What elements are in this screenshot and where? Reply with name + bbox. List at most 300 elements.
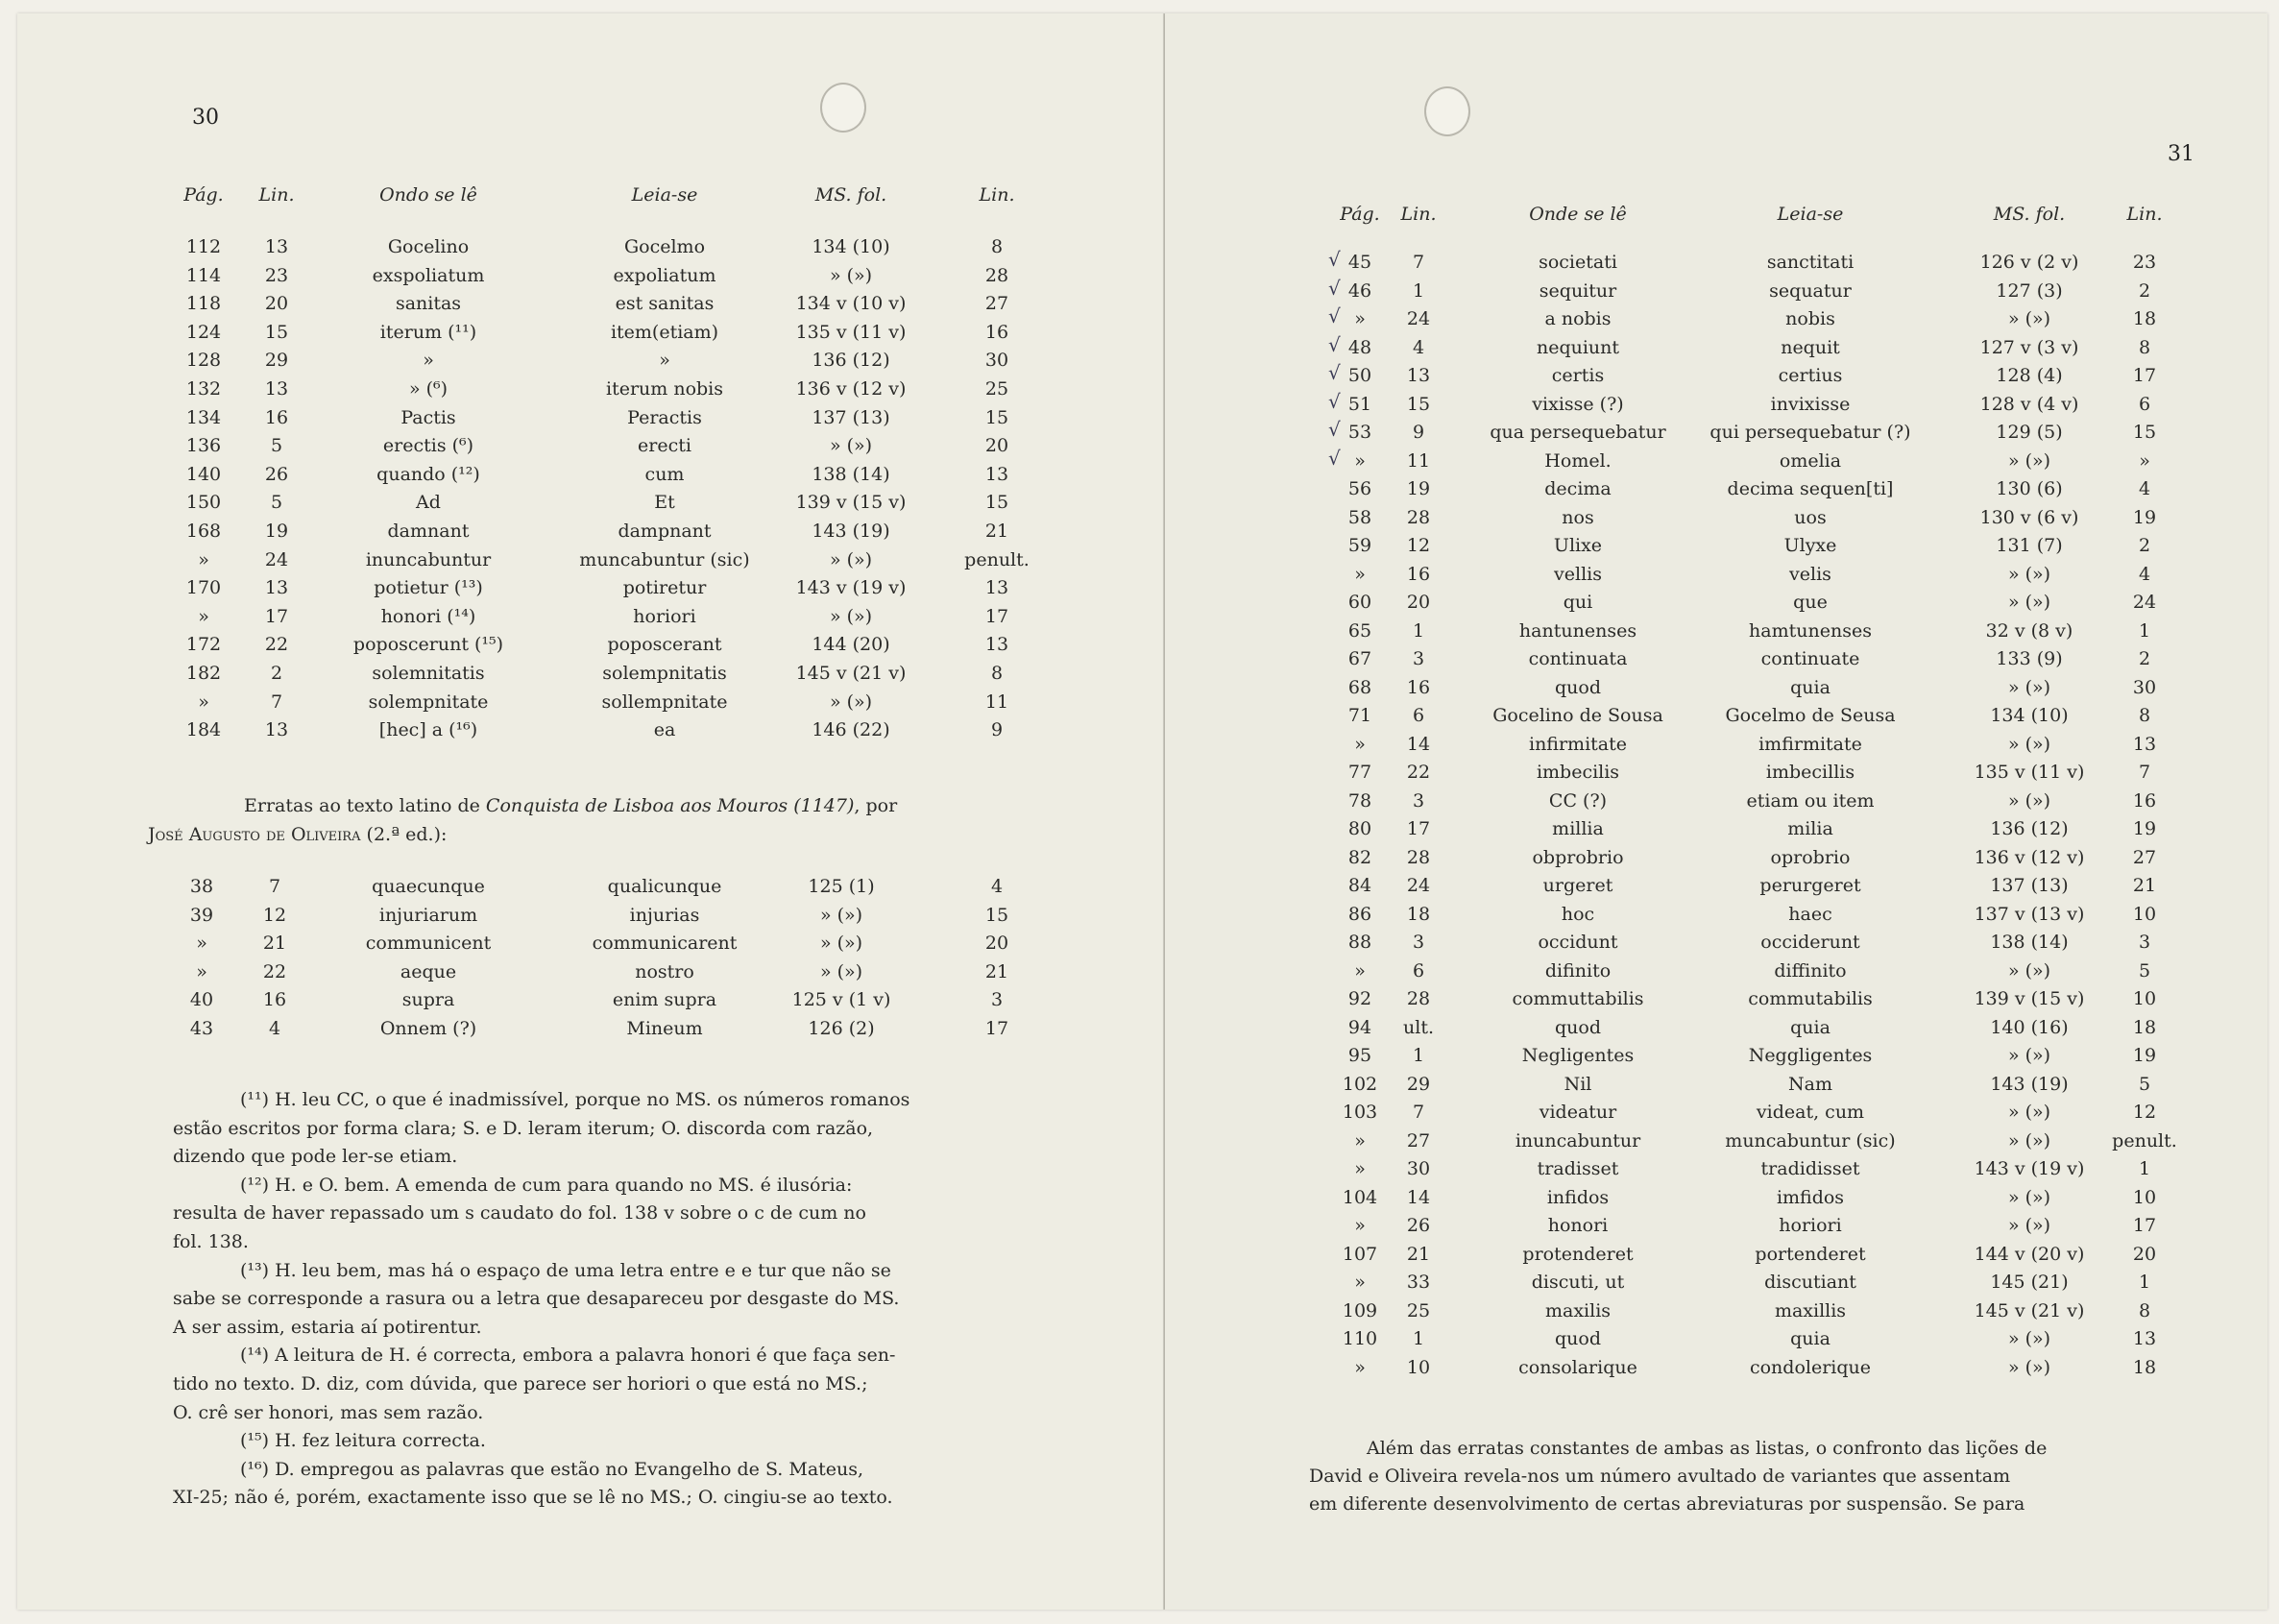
table-cell: Negligentes: [1521, 1045, 1635, 1066]
table-cell: 24: [1406, 308, 1431, 329]
table-cell: 110: [1342, 1328, 1378, 1349]
table-cell: 20: [264, 293, 289, 315]
checkmark-icon: √: [1328, 418, 1341, 441]
table-cell: horiori: [1779, 1215, 1842, 1236]
table-cell: protenderet: [1522, 1243, 1634, 1265]
table-cell: 2: [2138, 535, 2151, 556]
table-cell: 40: [189, 989, 214, 1011]
table-cell: 4: [268, 1018, 281, 1039]
table-cell: 150: [185, 492, 222, 514]
table-cell: potiretur: [622, 577, 707, 599]
table-cell: Ulyxe: [1783, 535, 1837, 556]
table-cell: 95: [1347, 1045, 1372, 1066]
table-cell: 6: [1412, 705, 1425, 726]
table-cell: nequit: [1781, 336, 1840, 358]
table-cell: 24: [2132, 592, 2157, 613]
table-cell: 112: [185, 236, 222, 257]
footnote-line: A ser assim, estaria aí potirentur.: [173, 1316, 482, 1338]
table-cell: aeque: [400, 960, 457, 982]
table-cell: oprobrio: [1770, 846, 1851, 868]
table-cell: honori (¹⁴): [380, 605, 476, 627]
table-cell: 92: [1347, 988, 1372, 1009]
table-cell: 132: [185, 378, 222, 400]
table-cell: 9: [990, 719, 1004, 741]
table-cell: 16: [2132, 789, 2157, 812]
table-cell: »: [2139, 449, 2150, 472]
table-cell: 107: [1342, 1243, 1378, 1265]
table-cell: nostro: [635, 960, 694, 982]
table-cell: 16: [1406, 563, 1431, 585]
table-cell: 3: [1412, 789, 1425, 812]
table-cell: » (»): [2007, 733, 2051, 755]
footnote-line: (¹³) H. leu bem, mas há o espaço de uma letra entre e e tur que não se: [240, 1259, 891, 1281]
table-cell: 21: [2132, 875, 2157, 896]
table-cell: 135 v (11 v): [795, 321, 907, 343]
table-cell: 3: [2138, 932, 2151, 953]
closing-paragraph: Além das erratas constantes de ambas as listas, o confronto das lições de David e Oliveira revela-nos um número avultado de variantes que assentam em diferente desenvolvimento de certas abreviaturas por suspensão. Se para: [1309, 1438, 2048, 1515]
table-cell: 136 v (12 v): [795, 378, 907, 400]
table-cell: 38: [189, 876, 214, 897]
table-cell: 16: [984, 321, 1009, 343]
table-cell: penult.: [2112, 1129, 2177, 1151]
table-cell: 16: [1406, 676, 1431, 698]
table-cell: 133 (9): [1996, 648, 2063, 669]
table-cell: 109: [1342, 1299, 1378, 1321]
table-cell: 71: [1347, 705, 1372, 726]
table-cell: 15: [1406, 393, 1431, 415]
table-cell: 29: [264, 350, 289, 372]
table-cell: 128: [185, 350, 222, 372]
table-cell: muncabuntur (sic): [579, 548, 750, 570]
table-cell: Gocelino: [387, 236, 470, 257]
table-cell: 19: [264, 521, 289, 542]
errata-table-2: [17, 876, 1165, 1068]
table-cell: 26: [1406, 1215, 1431, 1236]
table-cell: 168: [185, 521, 222, 542]
table-cell: 13: [264, 719, 289, 741]
table-cell: » (»): [2007, 592, 2051, 613]
table-cell: 22: [1406, 762, 1431, 783]
table-cell: quod: [1554, 1016, 1602, 1038]
table-cell: quia: [1790, 676, 1830, 698]
table-cell: imbecillis: [1765, 762, 1855, 783]
table-cell: 139 v (15 v): [1974, 988, 2085, 1009]
table-cell: 26: [264, 463, 289, 485]
table-cell: 53: [1347, 422, 1372, 443]
table-cell: qui: [1563, 592, 1593, 613]
table-cell: CC (?): [1548, 789, 1608, 812]
table-cell: Mineum: [626, 1018, 703, 1039]
left-page: [17, 13, 1165, 1610]
table-cell: injuriarum: [378, 904, 478, 926]
table-cell: a nobis: [1544, 308, 1612, 329]
table-cell: Et: [654, 492, 675, 514]
table-cell: 23: [264, 264, 289, 286]
checkmark-icon: √: [1328, 248, 1341, 271]
table-cell: 104: [1342, 1186, 1378, 1208]
table-cell: commutabilis: [1748, 988, 1873, 1009]
table-cell: 145 v (21 v): [1974, 1299, 2085, 1321]
table-cell: 182: [185, 663, 222, 684]
table-cell: perurgeret: [1759, 875, 1861, 896]
table-cell: 15: [264, 321, 289, 343]
table-cell: 58: [1347, 506, 1372, 528]
table-cell: » (»): [2007, 1215, 2051, 1236]
table-cell: 2: [270, 663, 283, 684]
table-cell: obprobrio: [1532, 846, 1624, 868]
table-cell: » (»): [2007, 308, 2051, 329]
column-header: Lin.: [2126, 204, 2163, 225]
table-cell: 10: [1406, 1356, 1431, 1378]
table-cell: nequiunt: [1536, 336, 1620, 358]
table-cell: 13: [2132, 1328, 2157, 1349]
table-cell: 125 v (1 v): [791, 989, 891, 1011]
table-cell: inuncabuntur: [1515, 1129, 1641, 1151]
table-cell: 1: [1412, 1328, 1425, 1349]
table-cell: 17: [2132, 365, 2157, 386]
footnote-line: (¹⁵) H. fez leitura correcta.: [240, 1430, 486, 1452]
table-cell: 137 (13): [812, 406, 890, 428]
table-cell: Neggligentes: [1748, 1045, 1873, 1066]
table-cell: 118: [185, 293, 222, 315]
table-cell: 140: [185, 463, 222, 485]
table-cell: inuncabuntur: [365, 548, 492, 570]
table-cell: 143 v (19 v): [1974, 1158, 2085, 1179]
table-cell: 13: [984, 577, 1009, 599]
table-cell: quia: [1790, 1016, 1830, 1038]
table-cell: 145 v (21 v): [795, 663, 907, 684]
table-cell: 25: [1406, 1299, 1431, 1321]
table-cell: erectis (⁶): [382, 435, 474, 457]
table-cell: 94: [1347, 1016, 1372, 1038]
table-cell: 82: [1347, 846, 1372, 868]
table-cell: 1: [2138, 1272, 2151, 1293]
table-cell: 138 (14): [812, 463, 890, 485]
table-cell: 134 (10): [1990, 705, 2069, 726]
table-cell: 86: [1347, 903, 1372, 925]
column-header: Onde se lê: [1529, 204, 1627, 225]
column-header: Lin.: [1400, 204, 1437, 225]
table-cell: iterum nobis: [606, 378, 723, 400]
table-cell: poposcerant: [607, 634, 722, 656]
table-cell: 1: [1412, 619, 1425, 642]
table-cell: cum: [644, 463, 685, 485]
table-cell: »: [198, 548, 209, 570]
table-cell: 103: [1342, 1102, 1378, 1123]
table-cell: 143 v (19 v): [795, 577, 907, 599]
table-cell: quaecunque: [372, 876, 485, 897]
table-cell: 80: [1347, 818, 1372, 839]
punch-hole: [1424, 86, 1470, 136]
footnotes: [173, 1086, 1024, 1513]
table-cell: condolerique: [1749, 1356, 1872, 1378]
table-cell: ult.: [1403, 1016, 1434, 1038]
table-cell: 114: [185, 264, 222, 286]
footnote-line: fol. 138.: [173, 1230, 249, 1252]
table-cell: 130 v (6 v): [1979, 506, 2079, 528]
table-cell: 136: [185, 435, 222, 457]
table-cell: certius: [1778, 365, 1843, 386]
errata-table: [1165, 204, 2267, 1394]
table-cell: 5: [2138, 1073, 2151, 1095]
punch-hole: [820, 83, 866, 133]
footnote-line: sabe se corresponde a rasura ou a letra que desapareceu por desgaste do MS.: [173, 1288, 900, 1310]
right-page: [1165, 13, 2267, 1610]
table-cell: 33: [1406, 1272, 1431, 1293]
table-cell: 134: [185, 406, 222, 428]
table-cell: 19: [2132, 1045, 2157, 1066]
table-cell: 3: [1412, 932, 1425, 953]
table-cell: enim supra: [612, 989, 717, 1011]
table-cell: 17: [1406, 818, 1431, 839]
table-cell: »: [1354, 308, 1366, 329]
table-cell: 68: [1347, 676, 1372, 698]
table-cell: » (»): [2007, 1102, 2051, 1123]
table-cell: 138 (14): [1990, 932, 2069, 953]
table-cell: 143 (19): [812, 521, 890, 542]
table-cell: diffinito: [1774, 959, 1847, 982]
column-header: Leia-se: [631, 184, 698, 206]
table-cell: 7: [1412, 1102, 1425, 1123]
table-cell: nos: [1562, 506, 1594, 528]
table-cell: vixisse (?): [1532, 393, 1624, 415]
table-cell: maxilis: [1544, 1299, 1612, 1321]
table-cell: 143 (19): [1990, 1073, 2069, 1095]
table-cell: 4: [1412, 336, 1425, 358]
table-cell: videat, cum: [1756, 1102, 1865, 1123]
table-cell: 18: [2132, 1016, 2157, 1038]
table-cell: imfirmitate: [1758, 733, 1862, 755]
table-cell: 14: [1406, 1186, 1431, 1208]
table-cell: uos: [1794, 506, 1827, 528]
table-cell: haec: [1788, 903, 1832, 925]
table-cell: » (»): [2007, 449, 2051, 472]
footnote-line: tido no texto. D. diz, com dúvida, que parece ser horiori o que está no MS.;: [173, 1372, 868, 1394]
table-cell: 21: [262, 933, 287, 955]
column-header: Ondo se lê: [379, 184, 477, 206]
table-cell: » (»): [2007, 563, 2051, 585]
table-cell: 8: [990, 236, 1004, 257]
table-cell: ea: [653, 719, 676, 741]
table-cell: 7: [1412, 252, 1425, 273]
table-cell: 139 v (15 v): [795, 492, 907, 514]
table-cell: 3: [1412, 648, 1425, 669]
column-header: Leia-se: [1777, 204, 1844, 225]
table-cell: 7: [2138, 762, 2151, 783]
checkmark-icon: √: [1328, 446, 1341, 470]
table-cell: 1: [2138, 619, 2151, 642]
table-cell: continuate: [1760, 648, 1860, 669]
table-cell: occiderunt: [1760, 932, 1860, 953]
table-cell: 28: [1406, 506, 1431, 528]
table-cell: 13: [264, 378, 289, 400]
checkmark-icon: √: [1328, 389, 1341, 413]
table-cell: 136 (12): [812, 350, 890, 372]
table-cell: »: [1354, 1272, 1366, 1293]
table-cell: videatur: [1539, 1102, 1617, 1123]
table-cell: 8: [2138, 705, 2151, 726]
table-cell: sanitas: [395, 293, 462, 315]
table-cell: 27: [984, 293, 1009, 315]
table-cell: qui persequebatur (?): [1709, 422, 1911, 443]
table-cell: etiam ou item: [1746, 789, 1875, 812]
table-cell: 13: [984, 463, 1009, 485]
table-cell: » (»): [2007, 676, 2051, 698]
table-cell: » (»): [819, 904, 863, 926]
table-cell: vellis: [1554, 563, 1602, 585]
table-cell: 136 v (12 v): [1974, 846, 2085, 868]
table-cell: 43: [189, 1018, 214, 1039]
table-cell: 13: [2132, 733, 2157, 755]
table-cell: 10: [2132, 903, 2157, 925]
table-cell: 7: [270, 691, 283, 713]
table-cell: 9: [1412, 422, 1425, 443]
table-cell: » (»): [2007, 1045, 2051, 1066]
table-cell: 137 (13): [1990, 875, 2069, 896]
table-cell: Gocelmo: [623, 236, 706, 257]
table-cell: omelia: [1779, 449, 1842, 472]
table-cell: [hec] a (¹⁶): [378, 719, 478, 741]
table-cell: quia: [1790, 1328, 1830, 1349]
table-cell: 2: [2138, 279, 2151, 302]
table-cell: honori: [1547, 1215, 1609, 1236]
table-cell: 19: [2132, 818, 2157, 839]
table-cell: 5: [270, 492, 283, 514]
table-cell: 11: [1406, 449, 1431, 472]
table-cell: discuti, ut: [1531, 1272, 1625, 1293]
table-cell: 21: [1406, 1243, 1431, 1265]
table-cell: communicent: [365, 933, 492, 955]
table-cell: portenderet: [1755, 1243, 1866, 1265]
table-cell: 127 (3): [1996, 279, 2063, 302]
table-cell: »: [1354, 563, 1366, 585]
table-cell: damnant: [387, 521, 470, 542]
table-cell: 136 (12): [1990, 818, 2069, 839]
table-cell: millia: [1552, 818, 1604, 839]
table-cell: 30: [2132, 676, 2157, 698]
table-cell: » (»): [2007, 1356, 2051, 1378]
table-cell: 20: [984, 933, 1009, 955]
table-cell: qua persequebatur: [1490, 422, 1666, 443]
table-cell: »: [423, 350, 434, 372]
table-cell: 14: [1406, 733, 1431, 755]
table-cell: Gocelmo de Seusa: [1725, 705, 1896, 726]
table-cell: muncabuntur (sic): [1725, 1129, 1896, 1151]
column-header: Lin.: [979, 184, 1015, 206]
table-cell: »: [1354, 733, 1366, 755]
table-cell: Peractis: [627, 406, 702, 428]
table-cell: » (»): [819, 960, 863, 982]
table-cell: 18: [2132, 1356, 2157, 1378]
table-cell: » (»): [829, 435, 873, 457]
table-cell: penult.: [964, 548, 1030, 570]
table-cell: 50: [1347, 365, 1372, 386]
footnote-line: resulta de haver repassado um s caudato do fol. 138 v sobre o c de cum no: [173, 1202, 866, 1224]
table-cell: sequatur: [1769, 279, 1852, 302]
table-cell: milia: [1787, 818, 1833, 839]
table-cell: 20: [984, 435, 1009, 457]
table-cell: nobis: [1785, 308, 1835, 329]
table-cell: 20: [1406, 592, 1431, 613]
table-cell: continuata: [1528, 648, 1628, 669]
table-cell: solempnitate: [368, 691, 489, 713]
table-cell: difinito: [1544, 959, 1612, 982]
page-number: 31: [2168, 142, 2194, 166]
table-cell: 145 (21): [1990, 1272, 2069, 1293]
table-cell: »: [1354, 959, 1366, 982]
table-cell: Pactis: [400, 406, 456, 428]
table-cell: » (»): [829, 691, 873, 713]
footnote-line: dizendo que pode ler-se etiam.: [173, 1146, 458, 1168]
table-cell: »: [196, 933, 207, 955]
table-cell: 25: [984, 378, 1009, 400]
checkmark-icon: √: [1328, 361, 1341, 384]
table-cell: 126 v (2 v): [1979, 252, 2079, 273]
table-cell: 46: [1347, 279, 1372, 302]
table-cell: 67: [1347, 648, 1372, 669]
table-cell: » (»): [2007, 1129, 2051, 1151]
table-cell: horiori: [633, 605, 696, 627]
table-cell: 15: [2132, 422, 2157, 443]
table-cell: exspoliatum: [372, 264, 485, 286]
table-cell: 88: [1347, 932, 1372, 953]
table-cell: tradisset: [1537, 1158, 1619, 1179]
table-cell: 134 (10): [812, 236, 890, 257]
table-cell: 170: [185, 577, 222, 599]
table-cell: »: [198, 605, 209, 627]
table-cell: 8: [2138, 336, 2151, 358]
table-cell: commuttabilis: [1512, 988, 1644, 1009]
table-cell: 8: [2138, 1299, 2151, 1321]
table-cell: 144 v (20 v): [1974, 1243, 2085, 1265]
table-cell: 4: [2138, 478, 2151, 499]
table-cell: 125 (1): [808, 876, 875, 897]
table-cell: » (»): [819, 933, 863, 955]
table-cell: 21: [984, 960, 1009, 982]
table-cell: sequitur: [1539, 279, 1617, 302]
table-cell: 12: [1406, 535, 1431, 556]
checkmark-icon: √: [1328, 332, 1341, 356]
table-cell: 13: [984, 634, 1009, 656]
table-cell: » (»): [2007, 789, 2051, 812]
table-cell: 5: [2138, 959, 2151, 982]
table-cell: » (»): [2007, 1186, 2051, 1208]
table-cell: 59: [1347, 535, 1372, 556]
table-cell: 1: [1412, 279, 1425, 302]
table-cell: que: [1793, 592, 1828, 613]
table-cell: velis: [1789, 563, 1831, 585]
table-cell: hamtunenses: [1749, 619, 1872, 642]
table-cell: 1: [2138, 1158, 2151, 1179]
table-cell: »: [1354, 1356, 1366, 1378]
footnote-line: O. crê ser honori, mas sem razão.: [173, 1401, 484, 1423]
table-cell: 16: [264, 406, 289, 428]
table-cell: 18: [1406, 903, 1431, 925]
table-cell: 28: [1406, 846, 1431, 868]
table-cell: » (⁶): [408, 378, 449, 400]
table-cell: 18: [2132, 308, 2157, 329]
table-cell: 7: [268, 876, 281, 897]
table-cell: 137 v (13 v): [1974, 903, 2085, 925]
table-cell: 17: [264, 605, 289, 627]
table-cell: quod: [1554, 1328, 1602, 1349]
table-cell: » (»): [829, 548, 873, 570]
table-cell: »: [1354, 1158, 1366, 1179]
table-cell: erecti: [638, 435, 691, 457]
table-cell: solempnitatis: [602, 663, 727, 684]
table-cell: quod: [1554, 676, 1602, 698]
table-cell: consolarique: [1518, 1356, 1637, 1378]
